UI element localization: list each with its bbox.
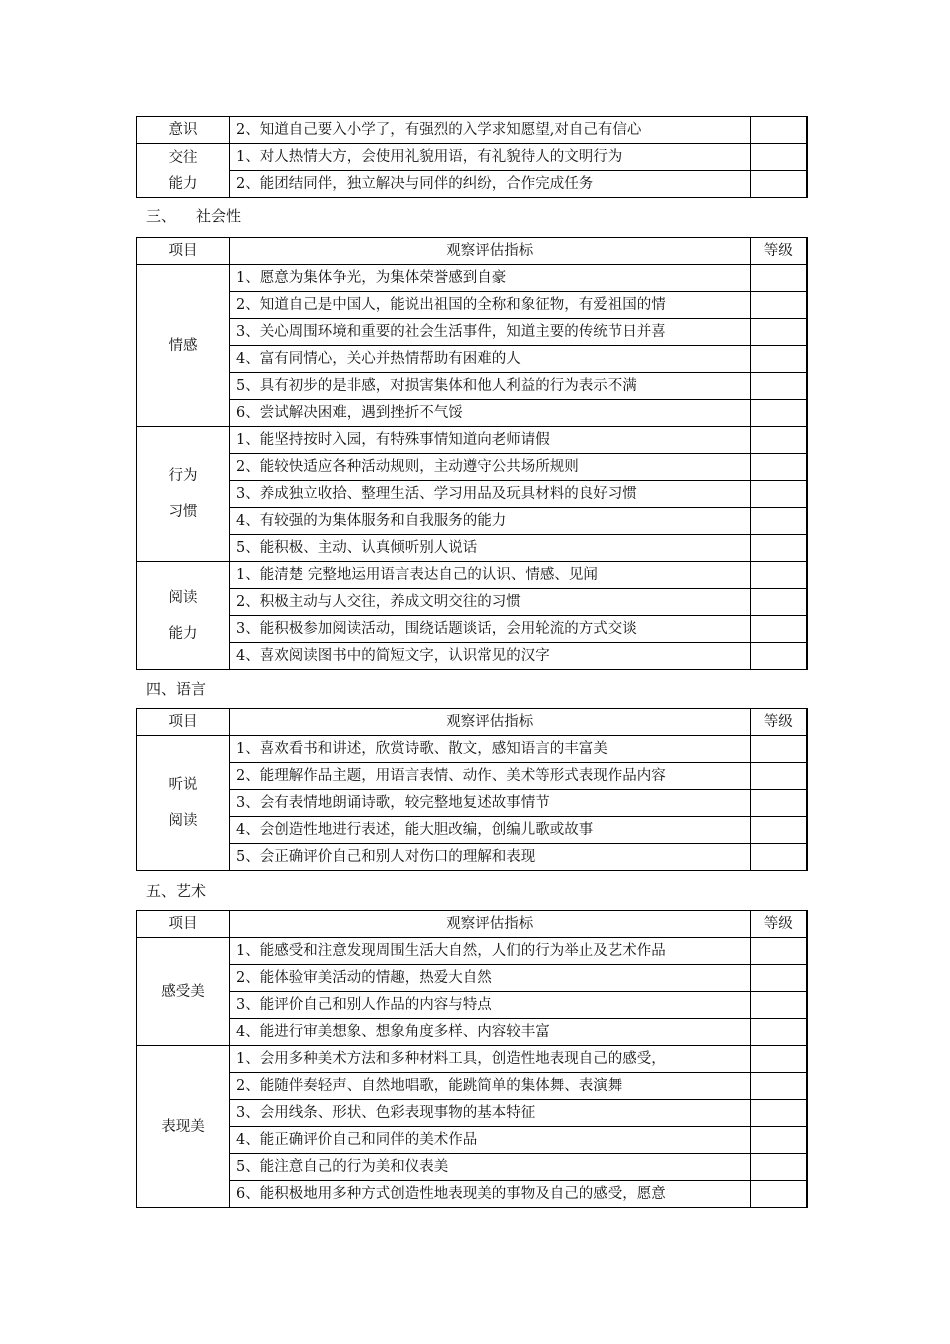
table-row [137,790,808,817]
table-row [137,265,808,292]
indicator-cell: 5、能注意自己的行为美和仪表美 [230,1154,751,1181]
category-line: 情感 [168,337,198,354]
table-row [137,1019,808,1046]
table-row [137,454,808,481]
grade-cell[interactable] [750,373,807,400]
category-line: 感受美 [161,983,205,1000]
category-cell [137,736,230,871]
indicator-cell: 2、能随伴奏轻声、自然地唱歌，能跳简单的集体舞、表演舞 [230,1073,751,1100]
category-line: 阅读 [168,589,198,606]
grade-cell[interactable] [750,589,807,616]
indicator-cell: 5、具有初步的是非感，对损害集体和他人利益的行为表示不满 [230,373,751,400]
indicator-cell: 4、能正确评价自己和同伴的美术作品 [230,1127,751,1154]
indicator-cell: 2、知道自己是中国人，能说出祖国的全称和象征物，有爱祖国的情 [230,292,751,319]
grade-cell[interactable] [750,616,807,643]
table-row [137,481,808,508]
indicator-cell: 2、能体验审美活动的情趣，热爱大自然 [230,965,751,992]
grade-cell[interactable] [750,427,807,454]
table-row [137,643,808,670]
grade-cell[interactable] [750,965,807,992]
table-row [137,144,808,171]
section-number: 三、 [146,207,177,225]
table-row [137,373,808,400]
grade-cell[interactable] [750,319,807,346]
category-cell [137,562,230,670]
grade-cell[interactable] [750,1019,807,1046]
header-grade: 等级 [750,709,807,736]
indicator-cell: 2、积极主动与人交往，养成文明交往的习惯 [230,589,751,616]
table-header-row [137,709,808,736]
category-cell: 意识 [137,117,230,144]
header-item: 项目 [137,238,230,265]
category-cell [137,938,230,1046]
header-item: 项目 [137,709,230,736]
grade-cell[interactable] [750,481,807,508]
table-row [137,844,808,871]
grade-cell[interactable] [750,1046,807,1073]
table-row [137,400,808,427]
table-row [137,817,808,844]
grade-cell[interactable] [750,144,807,171]
indicator-cell: 3、会有表情地朗诵诗歌，较完整地复述故事情节 [230,790,751,817]
grade-cell[interactable] [750,643,807,670]
social-table [136,237,808,670]
indicator-cell: 1、愿意为集体争光，为集体荣誉感到自豪 [230,265,751,292]
grade-cell[interactable] [750,454,807,481]
indicator-cell: 2、能理解作品主题，用语言表情、动作、美术等形式表现作品内容 [230,763,751,790]
table-header-row [137,238,808,265]
header-item: 项目 [137,911,230,938]
category-cell [137,144,230,198]
grade-cell[interactable] [750,508,807,535]
section-title-social [146,205,241,226]
category-line: 阅读 [168,813,198,829]
indicator-cell: 2、知道自己要入小学了，有强烈的入学求知愿望,对自己有信心 [230,117,751,144]
table-row [137,319,808,346]
category-line: 行为 [168,468,198,484]
indicator-cell: 4、喜欢阅读图书中的简短文字，认识常见的汉字 [230,643,751,670]
grade-cell[interactable] [750,171,807,198]
grade-cell[interactable] [750,535,807,562]
grade-cell[interactable] [750,938,807,965]
header-indicator: 观察评估指标 [230,709,751,736]
table-row [137,1181,808,1208]
grade-cell[interactable] [750,1127,807,1154]
table-row [137,616,808,643]
indicator-cell: 2、能团结同伴，独立解决与同伴的纠纷，合作完成任务 [230,171,751,198]
table-row [137,292,808,319]
header-indicator: 观察评估指标 [230,911,751,938]
grade-cell[interactable] [750,1073,807,1100]
grade-cell[interactable] [750,763,807,790]
grade-cell[interactable] [750,400,807,427]
indicator-cell: 4、会创造性地进行表述，能大胆改编，创编儿歌或故事 [230,817,751,844]
indicator-cell: 1、能感受和注意发现周围生活大自然，人们的行为举止及艺术作品 [230,938,751,965]
grade-cell[interactable] [750,1154,807,1181]
category-line: 习惯 [168,504,198,520]
category-cell [137,1046,230,1208]
header-indicator: 观察评估指标 [230,238,751,265]
grade-cell[interactable] [750,992,807,1019]
indicator-cell: 3、关心周围环境和重要的社会生活事件，知道主要的传统节日并喜 [230,319,751,346]
section-title-art [146,880,206,901]
indicator-cell: 1、喜欢看书和讲述，欣赏诗歌、散文，感知语言的丰富美 [230,736,751,763]
indicator-cell: 5、能积极、主动、认真倾听别人说话 [230,535,751,562]
category-line: 交往 [168,149,198,166]
table-row [137,1046,808,1073]
language-table [136,708,808,871]
grade-cell[interactable] [750,790,807,817]
indicator-cell: 4、能进行审美想象、想象角度多样、内容较丰富 [230,1019,751,1046]
grade-cell[interactable] [750,265,807,292]
table-row [137,1073,808,1100]
table-header-row [137,911,808,938]
grade-cell[interactable] [750,562,807,589]
grade-cell[interactable] [750,346,807,373]
table-row [137,1154,808,1181]
grade-cell[interactable] [750,844,807,871]
indicator-cell: 1、能坚持按时入园，有特殊事情知道向老师请假 [230,427,751,454]
category-line: 听说 [168,777,198,793]
indicator-cell: 4、有较强的为集体服务和自我服务的能力 [230,508,751,535]
section-name: 社会性 [196,207,242,225]
grade-cell[interactable] [750,736,807,763]
indicator-cell: 5、会正确评价自己和别人对伤口的理解和表现 [230,844,751,871]
section-number: 五、 [146,882,177,900]
table-row [137,1127,808,1154]
table-row [137,508,808,535]
continuation-table [136,116,808,198]
indicator-cell: 3、能评价自己和别人作品的内容与特点 [230,992,751,1019]
table-row [137,171,808,198]
table-row [137,992,808,1019]
table-row [137,1100,808,1127]
grade-cell[interactable] [750,817,807,844]
category-line: 能力 [168,175,198,192]
grade-cell[interactable] [750,292,807,319]
grade-cell[interactable] [750,1181,807,1208]
table-row [137,965,808,992]
indicator-cell: 1、会用多种美术方法和多种材料工具，创造性地表现自己的感受， [230,1046,751,1073]
indicator-cell: 3、养成独立收拾、整理生活、学习用品及玩具材料的良好习惯 [230,481,751,508]
header-grade: 等级 [750,238,807,265]
indicator-cell: 2、能较快适应各种活动规则，主动遵守公共场所规则 [230,454,751,481]
table-row [137,938,808,965]
table-row [137,346,808,373]
table-row [137,117,808,144]
indicator-cell: 6、尝试解决困难，遇到挫折不气馁 [230,400,751,427]
indicator-cell: 3、能积极参加阅读活动，围绕话题谈话，会用轮流的方式交谈 [230,616,751,643]
section-name: 艺术 [176,882,207,900]
category-line: 能力 [168,625,198,642]
table-row [137,427,808,454]
art-table [136,910,808,1208]
indicator-cell: 6、能积极地用多种方式创造性地表现美的事物及自己的感受，愿意 [230,1181,751,1208]
section-number: 四、 [146,680,177,698]
section-name: 语言 [176,680,207,698]
indicator-cell: 3、会用线条、形状、色彩表现事物的基本特征 [230,1100,751,1127]
category-line: 表现美 [161,1118,205,1135]
category-cell [137,265,230,427]
table-row [137,736,808,763]
section-title-language [146,678,206,699]
header-grade: 等级 [750,911,807,938]
category-cell [137,427,230,562]
table-row [137,535,808,562]
table-row [137,763,808,790]
table-row [137,589,808,616]
indicator-cell: 1、对人热情大方，会使用礼貌用语，有礼貌待人的文明行为 [230,144,751,171]
table-row [137,562,808,589]
indicator-cell: 4、富有同情心，关心并热情帮助有困难的人 [230,346,751,373]
grade-cell[interactable] [750,1100,807,1127]
indicator-cell: 1、能清楚 完整地运用语言表达自己的认识、情感、见闻 [230,562,751,589]
grade-cell[interactable] [750,117,807,144]
